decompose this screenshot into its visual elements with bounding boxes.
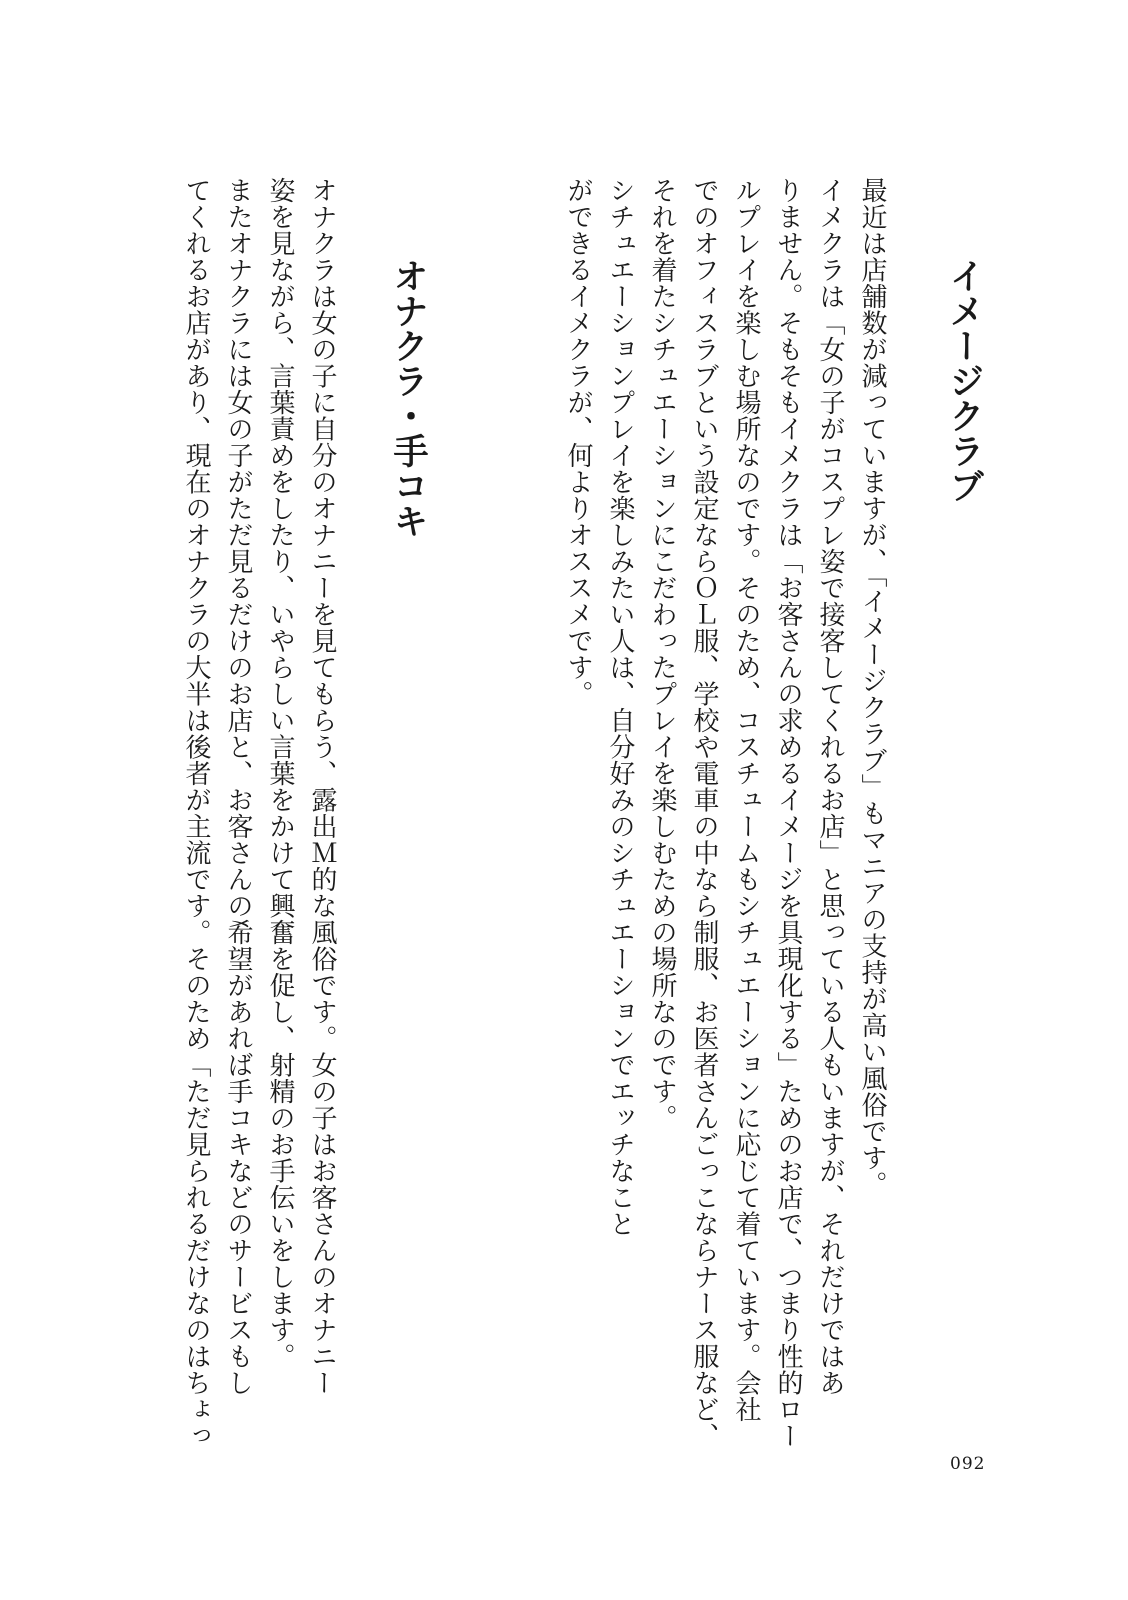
body-line: それを着たシチュエーションにこだわったプレイを楽しむための場所なのです。 (647, 177, 677, 1131)
body-line: イメクラは「女の子がコスプレ姿で接客してくれるお店」と思っている人もいますが、それだけではあ (815, 177, 845, 1396)
body-line: またオナクラには女の子がただ見るだけのお店と、お客さんの希望があれば手コキなどのサービスもし (223, 177, 253, 1396)
page-number: 092 (950, 1454, 986, 1474)
body-line: てくれるお店があり、現在のオナクラの大半は後者が主流です。そのため「ただ見られるだけなのはちょっ (181, 177, 211, 1449)
body-line: オナクラは女の子に自分のオナニーを見てもらう、露出Ｍ的な風俗です。女の子はお客さんのオナニー (307, 177, 337, 1396)
body-line: シチュエーションプレイを楽しみたい人は、自分好みのシチュエーションでエッチなこと (605, 177, 635, 1237)
section-heading-image-club: イメージクラブ (944, 258, 984, 503)
body-line: 姿を見ながら、言葉責めをしたり、いやらしい言葉をかけて興奮を促し、射精のお手伝いをします。 (265, 177, 295, 1370)
body-line: 最近は店舗数が減っていますが、「イメージクラブ」もマニアの支持が高い風俗です。 (857, 177, 887, 1198)
section-heading-onakura: オナクラ・手コキ (388, 258, 428, 538)
body-line: ルプレイを楽しむ場所なのです。そのため、コスチュームもシチュエーションに応じて着ています。会社 (731, 177, 761, 1423)
body-line: でのオフィスラブという設定ならＯＬ服、学校や電車の中なら制服、お医者さんごっこならナース服など、 (689, 177, 719, 1449)
body-line: ができるイメクラが、何よりオススメです。 (563, 177, 593, 707)
body-line: りません。そもそもイメクラは「お客さんの求めるイメージを具現化する」ためのお店で、つまり性的ロー (773, 177, 803, 1449)
